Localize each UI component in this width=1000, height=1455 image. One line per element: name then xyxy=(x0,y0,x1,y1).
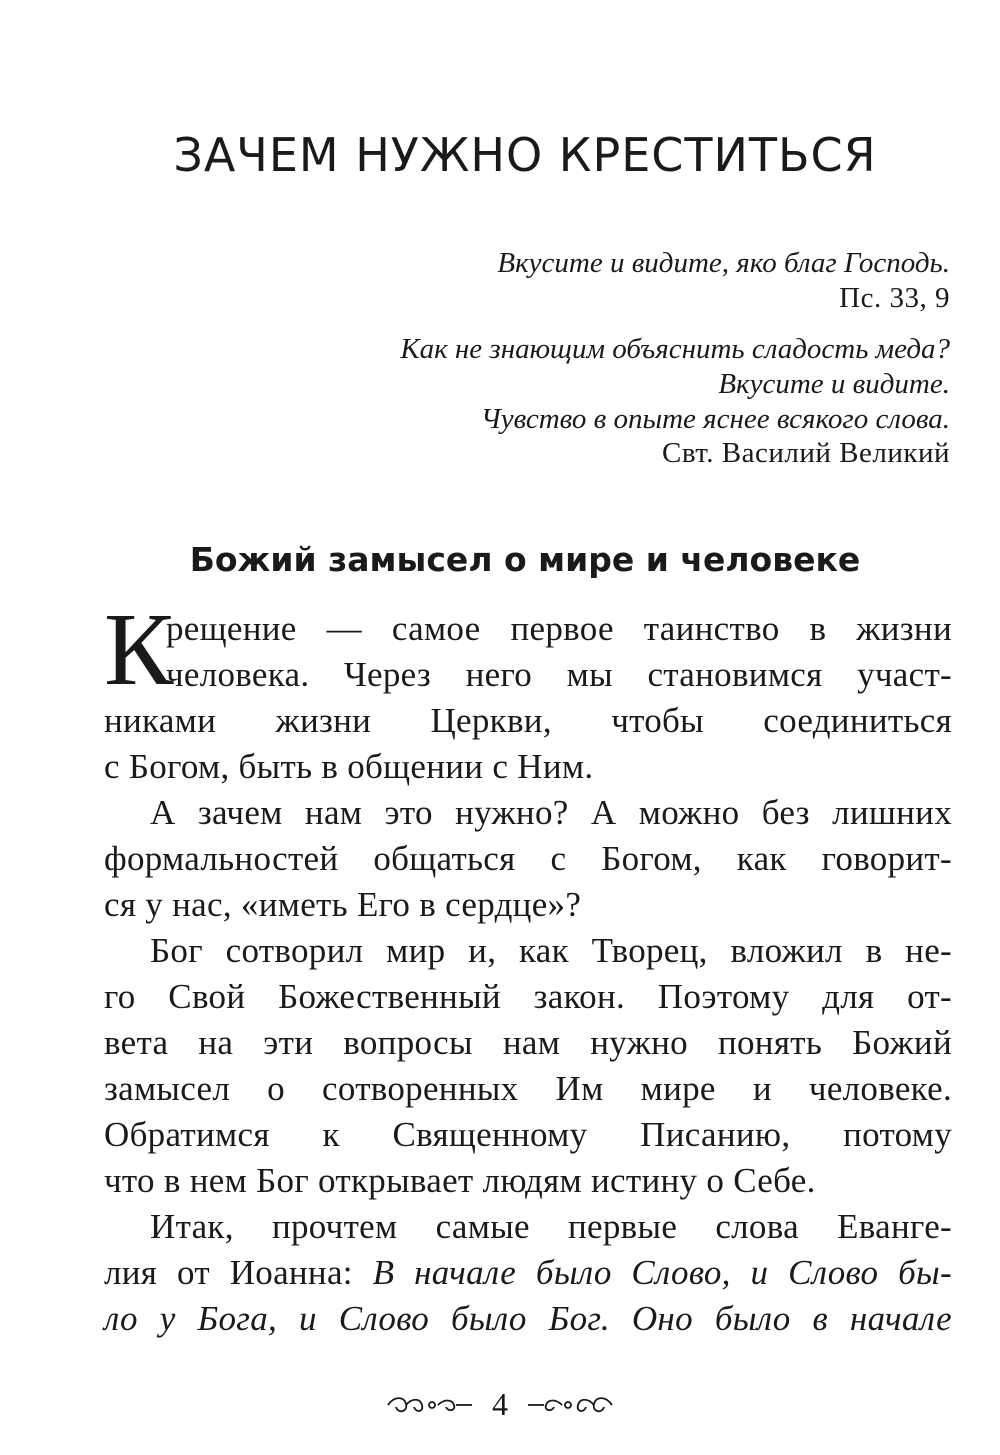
drop-cap: К xyxy=(104,592,174,707)
paragraph-1 xyxy=(104,592,952,790)
epigraph-source: Свт. Василий Великий xyxy=(661,437,950,470)
paragraph-4 xyxy=(104,1204,952,1342)
section-title: Божий замысел о мире и человеке xyxy=(189,540,861,579)
epigraph-quote-line: Чувство в опыте яснее всякого слова. xyxy=(480,402,950,435)
gospel-quote: В начале было Слово, и Слово бы- xyxy=(372,1253,952,1292)
text-line: с Богом, быть в общении с Ним. xyxy=(104,747,594,786)
text-plain: лия от Иоанна: xyxy=(104,1253,373,1292)
ornament-left-icon xyxy=(384,1392,474,1418)
text-line: замысел о сотворенных Им мире и человеке. xyxy=(104,1069,952,1108)
text-line: Итак, прочтем самые первые слова Еванге- xyxy=(150,1207,952,1246)
text-line: человека. Через него мы становимся участ- xyxy=(166,655,952,694)
ornament-right-icon xyxy=(526,1392,616,1418)
text-line: Обратимся к Священному Писанию, потому xyxy=(104,1115,952,1154)
chapter-title: ЗАЧЕМ НУЖНО КРЕСТИТЬСЯ xyxy=(173,128,877,182)
text-line: ся у нас, «иметь Его в сердце»? xyxy=(104,885,582,924)
page-footer xyxy=(0,1386,1000,1423)
epigraph-quote-line: Как не знающим объяснить сладость меда? xyxy=(400,333,950,365)
paragraph-2 xyxy=(104,790,952,928)
text-line: Бог сотворил мир и, как Творец, вложил в не- xyxy=(150,931,952,970)
epigraph-quote-line: Вкусите и видите. xyxy=(718,367,950,400)
text-line-mixed xyxy=(104,1250,952,1296)
text-line: формальностей общаться с Богом, как говорит- xyxy=(104,839,952,878)
epigraph-quote-line: Вкусите и видите, яко благ Господь. xyxy=(497,247,950,279)
paragraph-3 xyxy=(104,928,952,1204)
epigraph-basil xyxy=(400,332,950,471)
text-line: вета на эти вопросы нам нужно понять Божий xyxy=(104,1023,952,1062)
text-line: рещение — самое первое таинство в жизни xyxy=(166,609,952,648)
text-line: никами жизни Церкви, чтобы соединиться xyxy=(104,701,952,740)
text-line: А зачем нам это нужно? А можно без лишних xyxy=(150,793,952,832)
text-line: что в нем Бог открывает людям истину о Себе. xyxy=(104,1161,816,1200)
epigraph-psalm xyxy=(497,246,950,316)
text-line: го Свой Божественный закон. Поэтому для от- xyxy=(104,977,952,1016)
page-number: 4 xyxy=(492,1386,508,1422)
gospel-quote-line: ло у Бога, и Слово было Бог. Оно было в начале xyxy=(104,1299,952,1338)
epigraph-source: Пс. 33, 9 xyxy=(839,281,950,314)
